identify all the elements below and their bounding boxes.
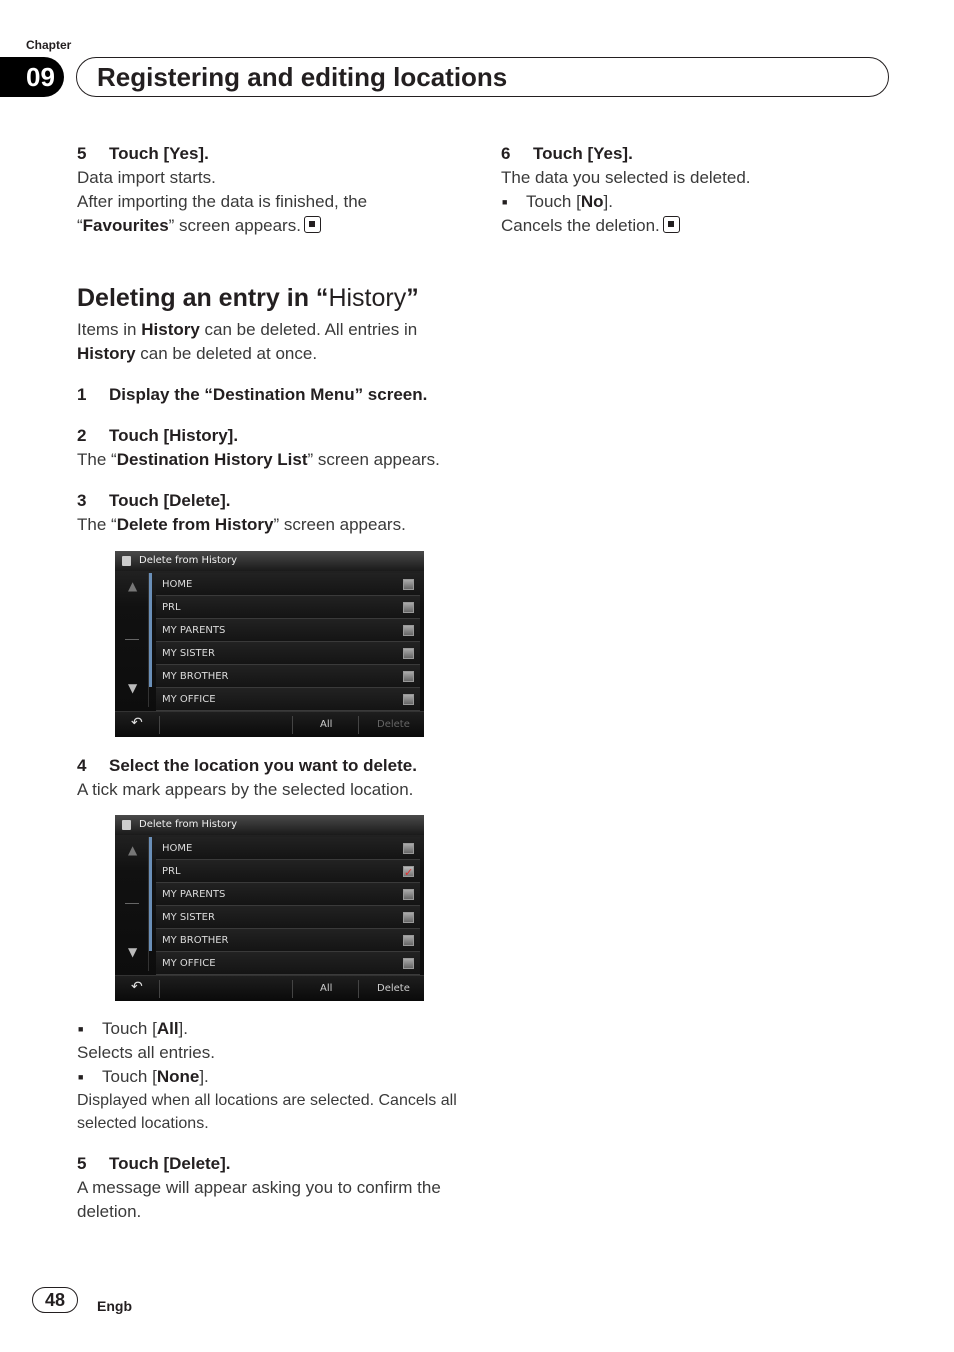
scroll-bar (149, 837, 152, 951)
all-button-label: All (320, 983, 333, 994)
bullet-all (77, 1017, 467, 1041)
step-number: 3 (77, 491, 87, 510)
text: can be deleted at once. (135, 344, 318, 363)
divider (292, 980, 293, 998)
text: Items in (77, 320, 142, 339)
paragraph (77, 448, 467, 472)
checkbox-icon (403, 694, 414, 705)
scroll-column (121, 573, 149, 707)
history-list (156, 837, 420, 975)
item-label: MY BROTHER (162, 671, 229, 682)
bullet-square-icon: ■ (78, 1024, 84, 1034)
language-code: Engb (97, 1298, 132, 1314)
chapter-number: 09 (0, 57, 64, 97)
screen-titlebar (115, 815, 424, 835)
checkbox-icon (403, 912, 414, 923)
screen-title-icon (122, 556, 131, 566)
checkbox-checked-icon (403, 866, 414, 877)
list-item (156, 619, 420, 642)
screenshot-delete-from-history-selected (115, 815, 424, 1001)
delete-button-label-disabled: Delete (377, 719, 410, 730)
step-4 (77, 754, 467, 778)
bullet-square-icon: ■ (78, 1072, 84, 1082)
step-2 (77, 424, 467, 448)
item-label: MY OFFICE (162, 958, 216, 969)
bullet-square-icon: ■ (502, 197, 508, 207)
divider (358, 980, 359, 998)
list-item (156, 860, 420, 883)
divider (159, 716, 160, 734)
list-item (156, 596, 420, 619)
end-mark-icon (663, 216, 680, 233)
paragraph (77, 513, 467, 537)
step-title: Display the “Destination Menu” screen. (109, 385, 428, 404)
paragraph: A tick mark appears by the selected location. (77, 780, 414, 799)
left-column (77, 142, 467, 1224)
end-mark-icon (304, 216, 321, 233)
chapter-title: Registering and editing locations (97, 61, 508, 92)
scroll-column (121, 837, 149, 971)
step-title: Select the location you want to delete. (109, 756, 417, 775)
screen-title-icon (122, 820, 131, 830)
text: ]. (178, 1019, 188, 1038)
scroll-divider (125, 639, 139, 640)
step-3 (77, 489, 467, 513)
checkbox-icon (403, 958, 414, 969)
back-arrow-icon: ↶ (131, 715, 143, 731)
item-label: HOME (162, 843, 193, 854)
text: Touch [ (102, 1019, 157, 1038)
text: Cancels the deletion. (501, 216, 660, 235)
checkbox-icon (403, 579, 414, 590)
paragraph: The data you selected is deleted. (501, 168, 751, 187)
item-label: PRL (162, 866, 181, 877)
delete-button-label: Delete (377, 983, 410, 994)
item-label: MY PARENTS (162, 889, 226, 900)
text: ” screen appears. (307, 450, 440, 469)
section-title (77, 282, 467, 314)
list-item (156, 837, 420, 860)
list-item (156, 952, 420, 975)
bullet-no (501, 190, 891, 214)
list-item (156, 665, 420, 688)
text: After importing the data is finished, the “ (77, 192, 368, 235)
list-item (156, 642, 420, 665)
step-number: 5 (77, 144, 87, 163)
text: ” screen appears. (273, 515, 406, 534)
term-history: History (141, 320, 200, 339)
step-number: 5 (77, 1154, 87, 1173)
checkbox-icon (403, 648, 414, 659)
checkbox-icon (403, 602, 414, 613)
list-item (156, 929, 420, 952)
chapter-label: Chapter (26, 38, 72, 52)
text: ” screen appears. (168, 216, 301, 235)
step-number: 2 (77, 426, 87, 445)
checkbox-icon (403, 671, 414, 682)
title-text: Deleting an entry in “ (77, 284, 329, 312)
step-1 (77, 383, 467, 407)
screen-bottom-bar (115, 975, 424, 1001)
term-no: No (580, 192, 604, 211)
bullet-text (102, 1017, 188, 1041)
step-title: Touch [Delete]. (109, 491, 231, 510)
item-label: MY SISTER (162, 648, 215, 659)
screen-title: Delete from History (139, 555, 238, 566)
step-title: Touch [Delete]. (109, 1154, 231, 1173)
term: Destination History List (116, 450, 308, 469)
right-column (501, 142, 891, 238)
list-item (156, 688, 420, 711)
text: ]. (603, 192, 613, 211)
scroll-down-icon: ▼ (128, 681, 138, 695)
page-number: 48 (32, 1287, 78, 1313)
item-label: MY BROTHER (162, 935, 229, 946)
scroll-down-icon: ▼ (128, 945, 138, 959)
term-favourites: Favourites (82, 216, 169, 235)
text: The “ (77, 450, 117, 469)
step-5-import (77, 142, 467, 166)
scroll-bar (149, 573, 152, 687)
section-intro (77, 318, 467, 366)
checkbox-icon (403, 843, 414, 854)
checkbox-icon (403, 889, 414, 900)
paragraph: Selects all entries. (77, 1043, 215, 1062)
step-number: 1 (77, 385, 87, 404)
paragraph (501, 214, 891, 238)
list-item (156, 906, 420, 929)
text: Touch [ (526, 192, 581, 211)
paragraph: A message will appear asking you to confirm the deletion. (77, 1178, 441, 1221)
divider (292, 716, 293, 734)
checkbox-icon (403, 625, 414, 636)
list-item (156, 883, 420, 906)
list-item (156, 573, 420, 596)
all-button-label: All (320, 719, 333, 730)
term-all: All (156, 1019, 179, 1038)
item-label: HOME (162, 579, 193, 590)
text: can be deleted. All entries in (199, 320, 418, 339)
scroll-up-icon: ▲ (128, 843, 138, 857)
text: The “ (77, 515, 117, 534)
title-history: History (328, 284, 407, 312)
item-label: MY PARENTS (162, 625, 226, 636)
screen-title: Delete from History (139, 819, 238, 830)
step-title: Touch [Yes]. (533, 144, 633, 163)
divider (358, 716, 359, 734)
item-label: MY SISTER (162, 912, 215, 923)
step-number: 6 (501, 144, 511, 163)
paragraph: Displayed when all locations are selected. Cancels all selected locations. (77, 1092, 457, 1132)
step-6 (501, 142, 891, 166)
bullet-text (102, 1065, 209, 1089)
divider (159, 980, 160, 998)
screen-bottom-bar (115, 711, 424, 737)
bullet-none (77, 1065, 467, 1089)
step-title: Touch [Yes]. (109, 144, 209, 163)
step-5-delete (77, 1152, 467, 1176)
item-label: MY OFFICE (162, 694, 216, 705)
checkbox-icon (403, 935, 414, 946)
back-arrow-icon: ↶ (131, 979, 143, 995)
bullet-text (526, 190, 613, 214)
term: Delete from History (116, 515, 274, 534)
paragraph (77, 190, 467, 238)
step-title: Touch [History]. (109, 426, 239, 445)
title-text: ” (406, 284, 419, 312)
scroll-up-icon: ▲ (128, 579, 138, 593)
step-number: 4 (77, 756, 87, 775)
text: Touch [ (102, 1067, 157, 1086)
chapter-title-box (76, 57, 889, 97)
scroll-divider (125, 903, 139, 904)
item-label: PRL (162, 602, 181, 613)
screenshot-delete-from-history (115, 551, 424, 737)
screen-titlebar (115, 551, 424, 571)
paragraph: Data import starts. (77, 168, 216, 187)
term-history: History (77, 344, 136, 363)
text: ]. (199, 1067, 209, 1086)
term-none: None (156, 1067, 200, 1086)
history-list (156, 573, 420, 711)
